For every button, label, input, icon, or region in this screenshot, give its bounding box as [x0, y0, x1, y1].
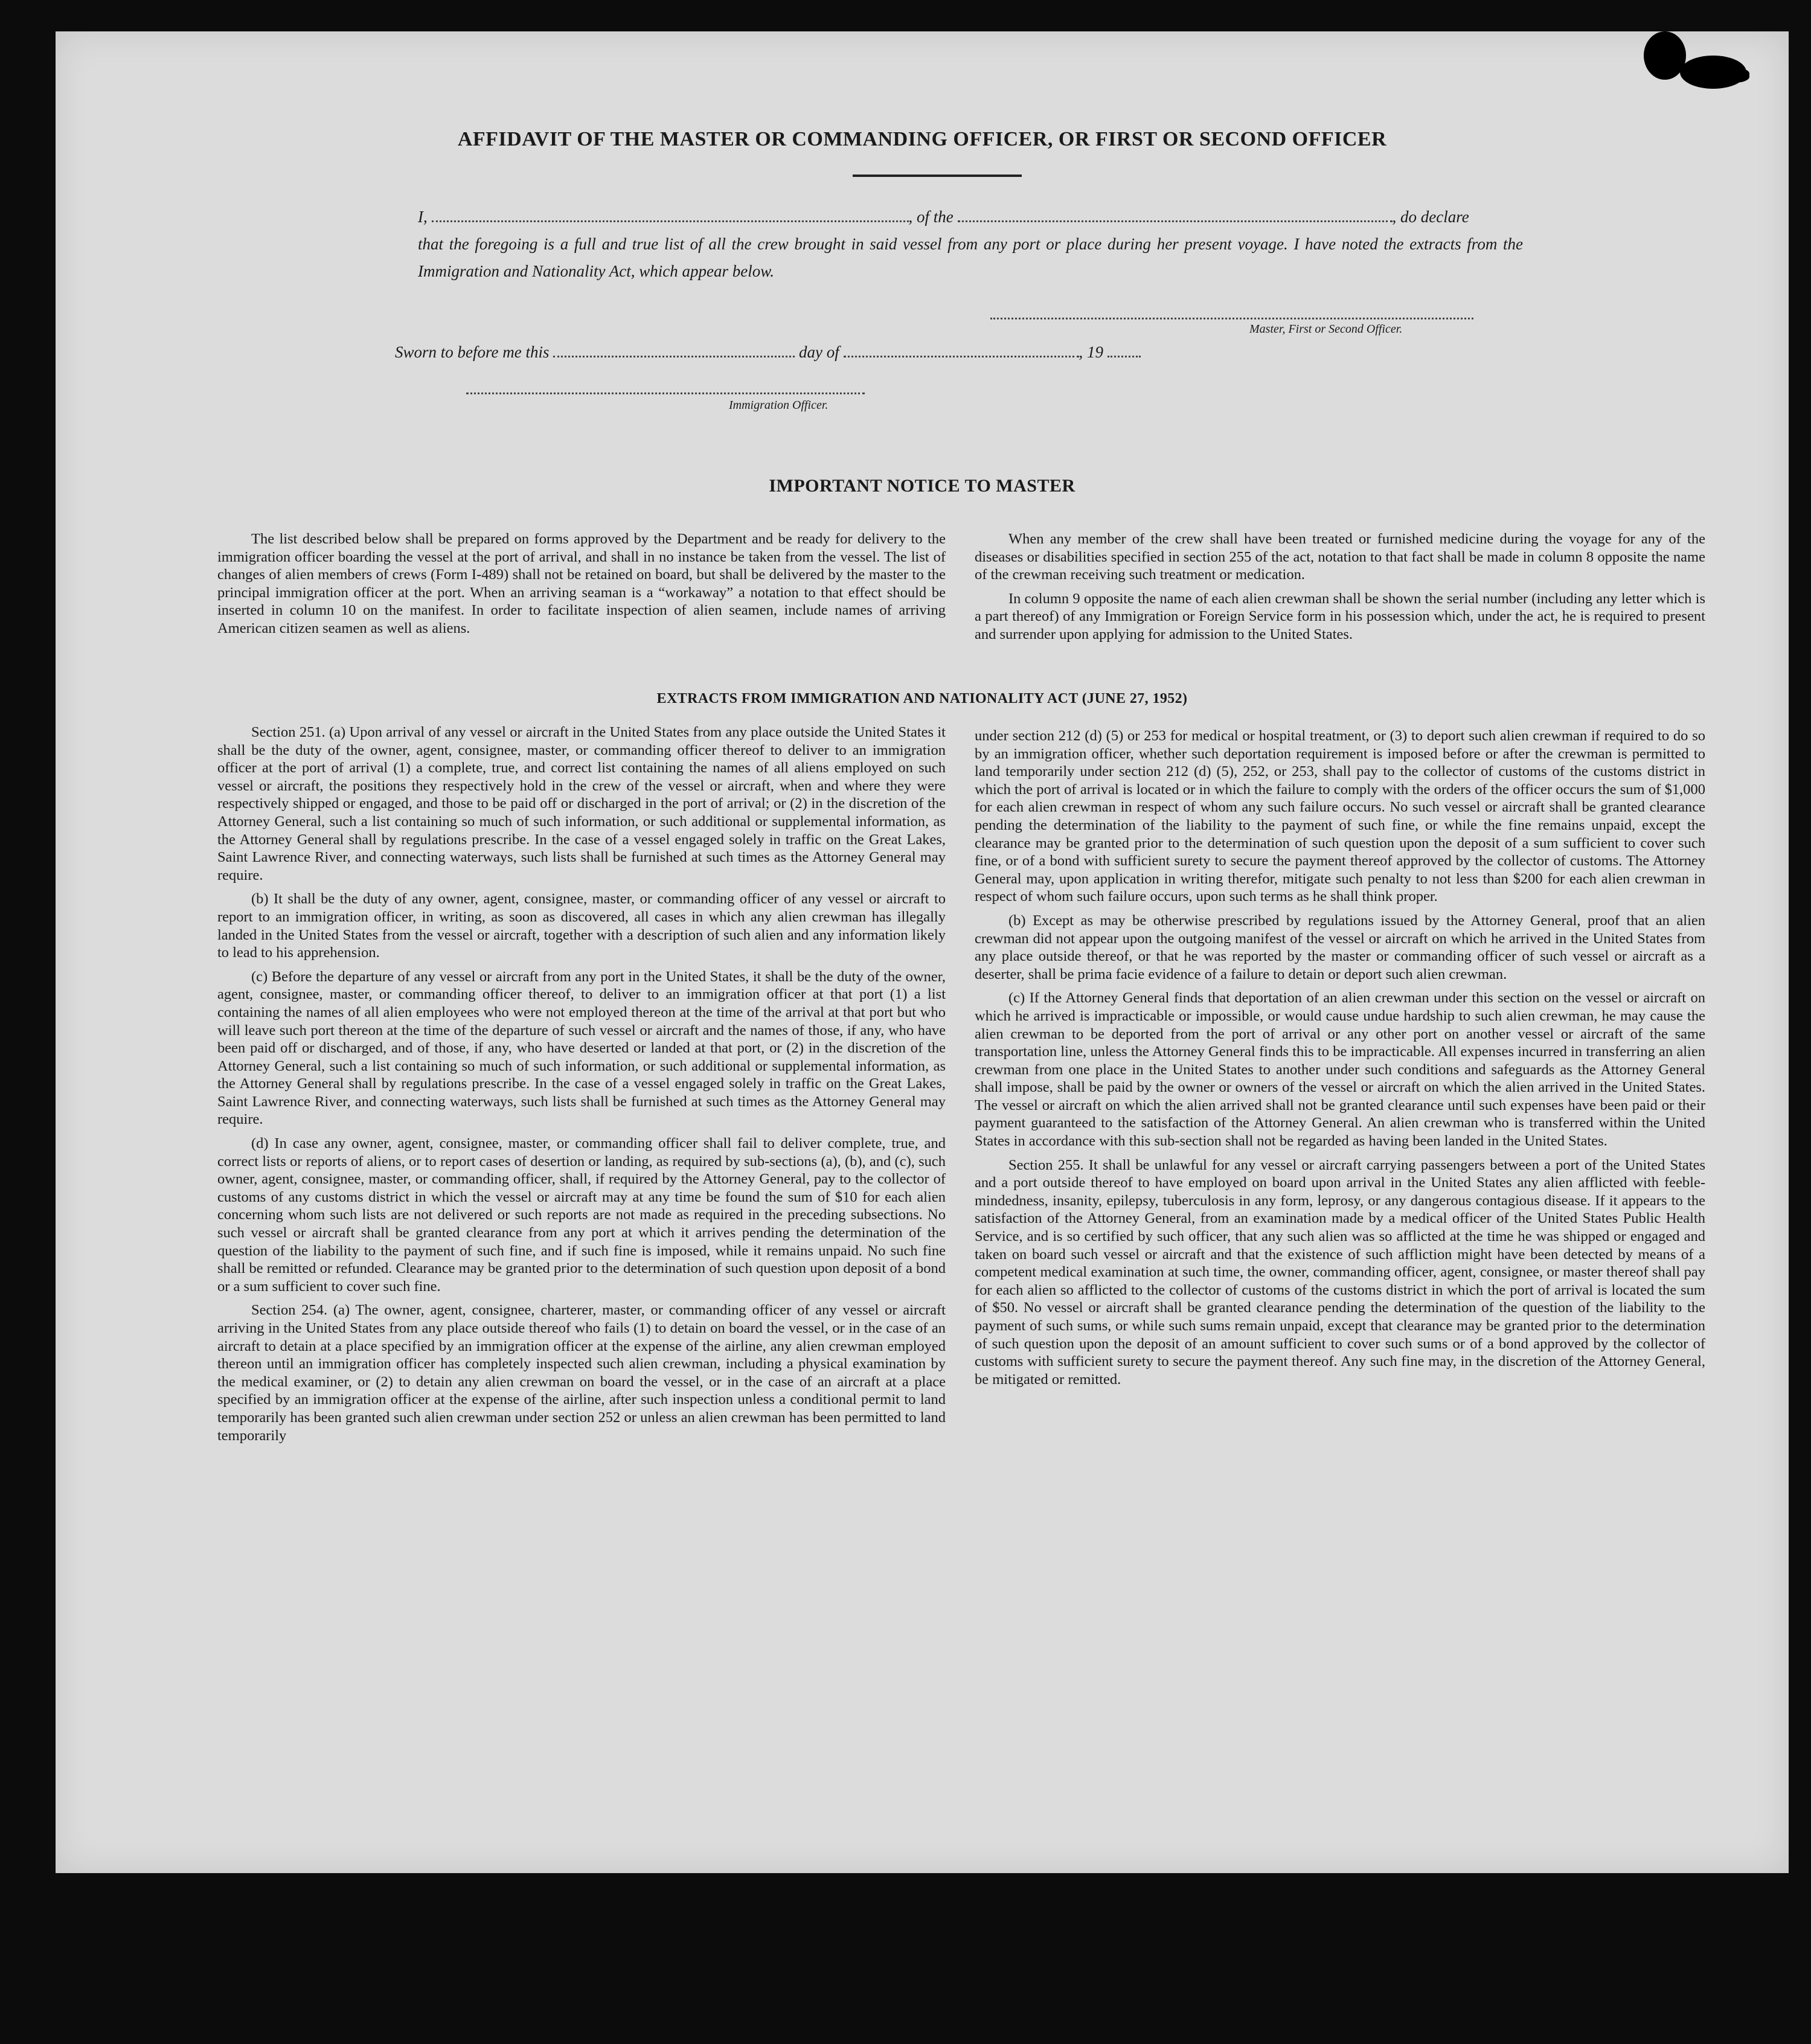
master-signature-line[interactable]	[990, 318, 1473, 319]
declaration-line	[418, 203, 1523, 231]
sworn-prefix: Sworn to before me this	[395, 343, 550, 361]
title-rule	[853, 175, 1022, 177]
sworn-month-blank[interactable]	[844, 344, 1079, 357]
section-254-c: (c) If the Attorney General finds that deportation of an alien crewman under this section on the vessel or aircraft on which he arrived is impracticable or impossible, or would cause undue hardship to such alien crewman, he may cause the alien crewman to be deported from the port of arrival or any other port on another vessel or aircraft of the same transportation line, unless the Attorney General finds this to be impracticable. All expenses incurred in transferring an alien crewman from one place in the United States to another under such conditions and safeguards as the Attorney General shall impose, shall be paid by the owner or owners of the vessel or aircraft on which the alien arrived in the United States. The vessel or aircraft on which the alien arrived shall not be granted clearance until such expenses have been paid or their payment guaranteed to the satisfaction of the Attorney General. An alien crewman who is transferred within the United States in accordance with this sub-section shall not be regarded as having been landed in the United States.	[975, 990, 1705, 1150]
sworn-day-blank[interactable]	[553, 344, 795, 357]
master-signature-label: Master, First or Second Officer.	[1249, 322, 1403, 336]
notice-left-paragraph: The list described below shall be prepared on forms approved by the Department and be ready for delivery to the immigration officer boarding the vessel at the port of arrival, and shall in no instance be taken from the vessel. The list of changes of alien members of crews (Form I-489) shall not be retained on board, but shall be delivered by the master to the principal immigration officer at the port. When an arriving seaman is a “workaway” a notation to that effect should be inserted in column 10 on the manifest. In order to facilitate inspection of alien seamen, include names of arriving American citizen seamen as well as aliens.	[217, 531, 946, 636]
officer-signature-label: Immigration Officer.	[729, 399, 829, 412]
section-251-a: Section 251. (a) Upon arrival of any vessel or aircraft in the United States from any place outside the United States it shall be the duty of the owner, agent, consignee, master, or commanding officer thereof to deliver to an immigration officer at the port of arrival (1) a complete, true, and correct list containing the names of all aliens employed on such vessel or aircraft, the positions they respectively hold in the crew of the vessel or aircraft, when and where they were respectively shipped or engaged, and those to be paid off or discharged in the port of arrival; or (2) in the discretion of the Attorney General, such a list containing so much of such information, or such additional or supplemental information, as the Attorney General shall by regulations prescribe. In the case of a vessel engaged solely in traffic on the Great Lakes, Saint Lawrence River, and connecting waterways, such lists shall be furnished at such times as the Attorney General may require.	[217, 724, 946, 883]
section-254-a-continued: under section 212 (d) (5) or 253 for medical or hospital treatment, or (3) to deport such alien crewman if required to do so by an immigration officer, whether such deportation requirement is imposed before or after the crewman is permitted to land temporarily under section 212 (d) (5), 252, or 253, shall pay to the collector of customs of the customs district in which the port of arrival is located or in which the failure to comply with the orders of the officer occurs the sum of $1,000 for each alien crewman in respect of whom any such failure occurs. No such vessel or aircraft shall be granted clearance pending the determination of the liability to the payment of such fine, or while the fine remains unpaid, except the clearance may be granted prior to the determination of such question upon the deposit of a sum sufficient to cover such fine, or of a bond with sufficient surety to secure the payment thereof approved by the collector of customs. The Attorney General may, upon application in writing therefor, mitigate such penalty to not less than $200 for each alien crewman in respect of whom such failure occurs, upon such terms as he shall think proper.	[975, 728, 1705, 905]
section-251-c: (c) Before the departure of any vessel or aircraft from any port in the United States, it shall be the duty of the owner, agent, consignee, master, or commanding officer thereof, to deliver to an immigration officer at that port (1) a list containing the names of all alien employees who were not employed thereon at the time of the arrival at that port but who will leave such port thereon at the time of the departure of such vessel or aircraft and the names of those, if any, who have been paid off or discharged, and of those, if any, who have deserted or landed at that port, or (2) in the discretion of the Attorney General, such a list containing so much of such information, or such additional or supplemental information, as the Attorney General shall by regulations prescribe. In the case of a vessel engaged solely in traffic on the Great Lakes, Saint Lawrence River, and connecting waterways, such lists shall be furnished at such times as the Attorney General may require.	[217, 968, 946, 1128]
extracts-right-column	[975, 727, 1705, 1388]
declaration-prefix: I,	[418, 208, 428, 226]
notice-right-paragraph: In column 9 opposite the name of each alien crewman shall be shown the serial number (including any letter which is a part thereof) of any Immigration or Foreign Service form in his possession which, under the act, he is required to present and surrender upon applying for admission to the United States.	[975, 590, 1705, 642]
extracts-left-column	[217, 723, 946, 1444]
declaration	[418, 203, 1523, 285]
page-title: AFFIDAVIT OF THE MASTER OR COMMANDING OFFICER, OR FIRST OR SECOND OFFICER	[457, 128, 1387, 150]
notice-left-column	[217, 530, 946, 638]
sworn-day-of: day of	[799, 343, 839, 361]
declaration-do-declare: , do declare	[1392, 208, 1469, 226]
notice-right-paragraph: When any member of the crew shall have been treated or furnished medicine during the voyage for any of the diseases or disabilities specified in section 255 of the act, notation to that fact shall be made in column 8 opposite the name of the crewman receiving such treatment or medication.	[975, 531, 1705, 583]
name-blank[interactable]	[432, 206, 909, 222]
section-254-a: Section 254. (a) The owner, agent, consignee, charterer, master, or commanding officer of any vessel or aircraft arriving in the United States from any place outside thereof who fails (1) to detain on board the vessel, or in the case of an aircraft to detain at a place specified by an immigration officer at the expense of the airline, any alien crewman employed thereon until an immigration officer has completely inspected such alien crewman, including a physical examination by the medical examiner, or (2) to detain any alien crewman on board the vessel, or in the case of an aircraft at a place specified by an immigration officer at the expense of the airline, after such inspection unless a conditional permit to land temporarily has been granted such alien crewman under section 252 or unless an alien crewman has been permitted to land temporarily	[217, 1302, 946, 1444]
document-page	[56, 31, 1789, 1873]
sworn-line	[395, 343, 1240, 362]
declaration-body: that the foregoing is a full and true list of all the crew brought in said vessel from any port or place during her present voyage. I have noted the extracts from the Immigration and Nationality Act, which appear below.	[418, 235, 1523, 280]
ink-blot	[1713, 68, 1749, 83]
extracts-title: EXTRACTS FROM IMMIGRATION AND NATIONALITY ACT (JUNE 27, 1952)	[656, 691, 1188, 706]
sworn-year: , 19	[1079, 343, 1103, 361]
section-251-b: (b) It shall be the duty of any owner, agent, consignee, master, or commanding officer of any vessel or aircraft to report to an immigration officer, in writing, as soon as discovered, all cases in which any alien crewman has illegally landed in the United States from the vessel or aircraft, together with a description of such alien and any information likely to lead to his apprehension.	[217, 891, 946, 961]
sworn-year-blank[interactable]	[1107, 344, 1141, 357]
section-255: Section 255. It shall be unlawful for any vessel or aircraft carrying passengers between a port of the United States and a port outside thereof to have employed on board upon arrival in the United States any alien afflicted with feeble-mindedness, insanity, epilepsy, tuberculosis in any form, leprosy, or any dangerous contagious disease. If it appears to the satisfaction of the Attorney General, from an examination made by a medical officer of the United States Public Health Service, and is so certified by such officer, that any such alien was so afflicted at the time he was shipped or engaged and taken on board such vessel or aircraft and that the existence of such affliction might have been detected by means of a competent medical examination at such time, the owner, commanding officer, agent, consignee, or master thereof shall pay for each alien so afflicted to the collector of customs of the customs district in which the port of arrival is located the sum of $50. No vessel or aircraft shall be granted clearance pending the determination of the question of the liability to the payment of such sums, or while such sums remain unpaid, except that clearance may be granted prior to the determination of such question upon the deposit of an amount sufficient to cover such sums or of a bond approved by the collector of customs with sufficient surety to secure the payment thereof. Any such fine may, in the discretion of the Attorney General, be mitigated or remitted.	[975, 1156, 1705, 1388]
section-254-b: (b) Except as may be otherwise prescribed by regulations issued by the Attorney General, proof that an alien crewman did not appear upon the outgoing manifest of the vessel or aircraft on which he arrived in the United States from any place outside thereof, or that he was reported by the master or commanding officer of such vessel or aircraft as a deserter, shall be prima facie evidence of a failure to detain or deport such alien crewman.	[975, 912, 1705, 982]
notice-right-column	[975, 530, 1705, 644]
notice-title: IMPORTANT NOTICE TO MASTER	[769, 476, 1075, 496]
declaration-of-the: , of the	[908, 208, 954, 226]
section-251-d: (d) In case any owner, agent, consignee, master, or commanding officer shall fail to deliver complete, true, and correct lists or reports of aliens, or to report cases of desertion or landing, as required by sub-sections (a), (b), and (c), such owner, agent, consignee, master, or commanding officer, shall, if required by the Attorney General, pay to the collector of customs of any customs district in which the vessel or aircraft may at any time be found the sum of $10 for each alien concerning whom such lists are not delivered or such reports are not made as required in the preceding subsections. No such vessel or aircraft shall be granted clearance from any port at which it arrives pending the determination of the question of the liability to the payment of such fine, and if such fine is imposed, while it remains unpaid. No such fine shall be remitted or refunded. Clearance may be granted prior to the determination of such question upon deposit of a bond or a sum sufficient to cover such fine.	[217, 1135, 946, 1295]
vessel-blank[interactable]	[958, 206, 1393, 222]
officer-signature-line[interactable]	[466, 392, 865, 394]
